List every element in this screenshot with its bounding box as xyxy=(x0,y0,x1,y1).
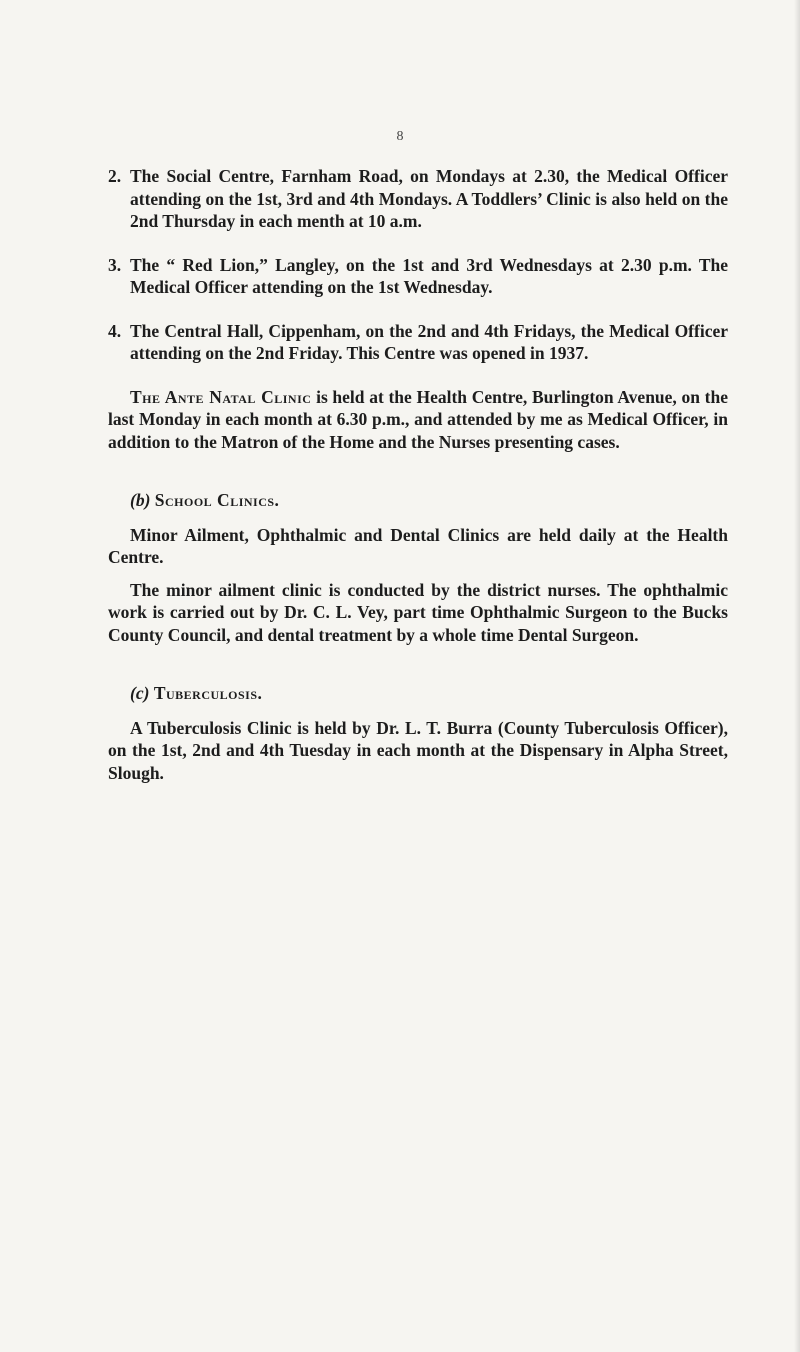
item-text: The Central Hall, Cippenham, on the 2nd and 4th Fridays, the Medical Officer attending on the 2nd Friday. This Centre was opened in 1937. xyxy=(130,320,728,363)
item-number: 3. xyxy=(108,254,122,275)
page-edge-shadow xyxy=(794,0,800,1352)
tuberculosis-heading xyxy=(108,682,728,705)
ante-natal-text: is held at the Health Centre, Burlington Avenue, on the last Monday in each month at 6.30 p.m., and attended by me as Medical Officer, in addition to the Matron of the Home and the Nurses presenting cases. xyxy=(108,386,728,452)
ante-natal-heading: The Ante Natal Clinic xyxy=(130,386,312,407)
item-text: The Social Centre, Farnham Road, on Mondays at 2.30, the Medical Officer attending on the 1st, 3rd and 4th Mondays. A Toddlers’ Clinic is also held on the 2nd Thursday in each menth at 10 a.m. xyxy=(130,166,728,231)
list-item-2 xyxy=(108,165,728,233)
tuberculosis-paragraph: A Tuberculosis Clinic is held by Dr. L. T. Burra (County Tuberculosis Officer), on the 1st, 2nd and 4th Tuesday in each month at the Dispensary in Alpha Street, Slough. xyxy=(108,717,728,783)
school-clinics-heading xyxy=(108,489,728,512)
section-title: School Clinics. xyxy=(154,490,280,510)
item-number: 2. xyxy=(108,166,122,186)
item-number: 4. xyxy=(108,320,122,341)
section-title: Tuberculosis. xyxy=(153,683,263,703)
list-item-4 xyxy=(108,320,728,365)
list-item-3 xyxy=(108,254,728,299)
section-letter: (b) xyxy=(130,490,151,510)
section-letter: (c) xyxy=(130,683,150,703)
page-number: 8 xyxy=(396,129,404,144)
ante-natal-paragraph xyxy=(108,386,728,454)
school-clinics-paragraph: The minor ailment clinic is conducted by the district nurses. The ophthalmic work is carried out by Dr. C. L. Vey, part time Ophthalmic Surgeon to the Bucks County Council, and dental treatment by a whole time Dental Surgeon. xyxy=(108,579,728,645)
document-body xyxy=(108,165,728,784)
item-text: The “ Red Lion,” Langley, on the 1st and 3rd Wednesdays at 2.30 p.m. The Medical Officer attending on the 1st Wednesday. xyxy=(130,254,728,297)
school-clinics-paragraph: Minor Ailment, Ophthalmic and Dental Clinics are held daily at the Health Centre. xyxy=(108,524,728,567)
